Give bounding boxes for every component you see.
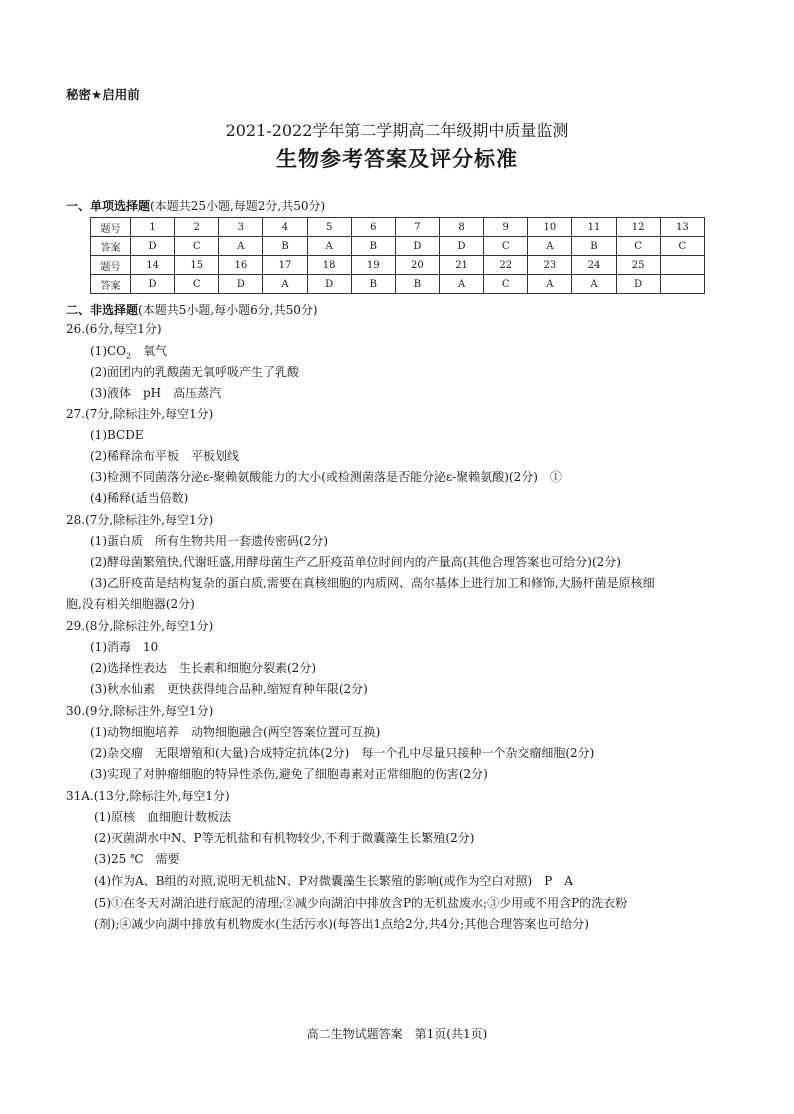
answer-table — [90, 217, 705, 294]
q30-answer-3: (3)实现了对肿瘤细胞的特异性杀伤,避免了细胞毒素对正常细胞的伤害(2分) — [90, 767, 488, 781]
q26-answer-1-sub: 2 — [126, 351, 132, 361]
answer-table-cell: 25 — [616, 256, 660, 275]
section1-title: 单项选择题 — [90, 199, 151, 213]
q26-answer-1b: 氧气 — [143, 344, 168, 358]
answer-table-cell: 3 — [219, 218, 263, 237]
answer-table-row-head: 答案 — [91, 237, 131, 256]
section2-note: (本题共5小题,每小题6分,共50分) — [138, 303, 318, 317]
answer-table-cell: D — [616, 275, 660, 294]
answer-table-cell: 16 — [219, 256, 263, 275]
q28-answer-3-cont: 胞,没有相关细胞器(2分) — [66, 597, 195, 611]
q28-answer-2: (2)酵母菌繁殖快,代谢旺盛,用酵母菌生产乙肝疫苗单位时间内的产量高(其他合理答案也可给分)(2分) — [90, 555, 621, 569]
q28-answer-3: (3)乙肝疫苗是结构复杂的蛋白质,需要在真核细胞的内质网、高尔基体上进行加工和修饰,大肠杆菌是原核细 — [90, 576, 655, 590]
q26-answer-2: (2)面团内的乳酸菌无氧呼吸产生了乳酸 — [90, 365, 299, 379]
page-footer: 高二生物试题答案 第1页(共1页) — [306, 1027, 488, 1041]
answer-table-cell: 10 — [528, 218, 572, 237]
answer-table-cell: B — [395, 275, 439, 294]
answer-table-cell: C — [175, 275, 219, 294]
q31-answer-2: (2)灭菌湖水中N、P等无机盐和有机物较少,不利于微囊藻生长繁殖(2分) — [94, 831, 475, 845]
q27-answer-4: (4)稀释(适当倍数) — [90, 491, 189, 505]
answer-table-cell: B — [263, 237, 307, 256]
section2-label: 二、 — [66, 303, 91, 317]
answer-table-cell: 18 — [307, 256, 351, 275]
answer-table-cell: A — [528, 275, 572, 294]
answer-table-row — [91, 256, 705, 275]
answer-table-cell: 20 — [395, 256, 439, 275]
section1-note: (本题共25小题,每题2分,共50分) — [150, 199, 326, 213]
answer-table-cell: 11 — [572, 218, 616, 237]
q30-answer-2: (2)杂交瘤 无限增殖和(大量)合成特定抗体(2分) 每一个孔中尽量只接种一个杂交瘤细胞(2分) — [90, 746, 595, 760]
answer-table-cell: D — [131, 275, 175, 294]
doc-title: 生物参考答案及评分标准 — [276, 147, 518, 171]
answer-table-cell: B — [572, 237, 616, 256]
answer-table-row — [91, 218, 705, 237]
q31-answer-4: (4)作为A、B组的对照,说明无机盐N、P对微囊藻生长繁殖的影响(或作为空白对照) P A — [94, 874, 573, 888]
exam-title: 2021-2022学年第二学期高二年级期中质量监测 — [225, 121, 569, 140]
q29-heading: 29.(8分,除标注外,每空1分) — [66, 619, 214, 633]
answer-table-cell: A — [263, 275, 307, 294]
answer-table-cell: 5 — [307, 218, 351, 237]
q26-answer-1a: (1)CO — [90, 344, 127, 358]
answer-table-row — [91, 275, 705, 294]
answer-table-cell: 14 — [131, 256, 175, 275]
answer-table-cell: 6 — [351, 218, 395, 237]
q31-answer-3: (3)25 ℃ 需要 — [94, 852, 180, 866]
answer-table-row-head: 题号 — [91, 218, 131, 237]
answer-table-cell: D — [395, 237, 439, 256]
q31-answer-1: (1)原核 血细胞计数板法 — [94, 810, 231, 824]
answer-table-cell: 22 — [484, 256, 528, 275]
q27-heading: 27.(7分,除标注外,每空1分) — [66, 407, 214, 421]
section2-title: 非选择题 — [90, 303, 139, 317]
q29-answer-3: (3)秋水仙素 更快获得纯合品种,缩短育种年限(2分) — [90, 682, 368, 696]
answer-table-cell — [660, 275, 704, 294]
answer-table-cell: 21 — [439, 256, 483, 275]
answer-table-cell: 23 — [528, 256, 572, 275]
answer-table-cell: D — [131, 237, 175, 256]
answer-table-cell: A — [307, 237, 351, 256]
answer-table-cell: C — [175, 237, 219, 256]
answer-table-cell: A — [439, 275, 483, 294]
q30-heading: 30.(9分,除标注外,每空1分) — [66, 704, 214, 718]
q29-answer-2: (2)选择性表达 生长素和细胞分裂素(2分) — [90, 661, 316, 675]
answer-table-cell: A — [572, 275, 616, 294]
answer-table-cell: 13 — [660, 218, 704, 237]
answer-table-cell: C — [616, 237, 660, 256]
answer-table-cell: A — [528, 237, 572, 256]
answer-table-cell: B — [351, 237, 395, 256]
section1-heading — [66, 197, 325, 214]
q28-answer-1: (1)蛋白质 所有生物共用一套遗传密码(2分) — [90, 534, 328, 548]
answer-table-cell: 2 — [175, 218, 219, 237]
answer-table-cell: 12 — [616, 218, 660, 237]
q31-heading: 31A.(13分,除标注外,每空1分) — [66, 789, 230, 803]
q29-answer-1: (1)消毒 10 — [90, 640, 159, 654]
answer-table-row — [91, 237, 705, 256]
answer-table-cell: 17 — [263, 256, 307, 275]
q27-answer-3: (3)检测不同菌落分泌ε-聚赖氨酸能力的大小(或检测菌落是否能分泌ε-聚赖氨酸)(2分) ① — [90, 470, 562, 484]
answer-table-cell: B — [351, 275, 395, 294]
answer-table-row-head: 答案 — [91, 275, 131, 294]
q27-answer-2: (2)稀释涂布平板 平板划线 — [90, 449, 239, 463]
answer-table-cell: C — [484, 275, 528, 294]
answer-table-cell: D — [439, 237, 483, 256]
answer-table-cell: 15 — [175, 256, 219, 275]
answer-table-cell: A — [219, 237, 263, 256]
answer-table-cell: 1 — [131, 218, 175, 237]
answer-table-cell — [660, 256, 704, 275]
secret-label: 秘密★启用前 — [66, 87, 140, 102]
answer-table-cell: 8 — [439, 218, 483, 237]
answer-table-cell: D — [307, 275, 351, 294]
section2-heading — [66, 301, 318, 318]
answer-table-cell: C — [660, 237, 704, 256]
answer-table-cell: 7 — [395, 218, 439, 237]
answer-table-cell: 19 — [351, 256, 395, 275]
answer-table-cell: 9 — [484, 218, 528, 237]
section1-label: 一、 — [66, 199, 91, 213]
answer-table-cell: D — [219, 275, 263, 294]
q31-answer-5: (5)①在冬天对湖泊进行底泥的清理;②减少向湖泊中排放含P的无机盐废水;③少用或不用含P的洗衣粉 — [94, 896, 628, 910]
q28-heading: 28.(7分,除标注外,每空1分) — [66, 513, 214, 527]
answer-table-cell: 4 — [263, 218, 307, 237]
q30-answer-1: (1)动物细胞培养 动物细胞融合(两空答案位置可互换) — [90, 725, 381, 739]
answer-table-cell: C — [484, 237, 528, 256]
answer-table-cell: 24 — [572, 256, 616, 275]
answer-table-row-head: 题号 — [91, 256, 131, 275]
q31-answer-5-cont: (剂);④减少向湖中排放有机物废水(生活污水)(每答出1点给2分,共4分;其他合理答案也可给分) — [94, 917, 589, 931]
q27-answer-1: (1)BCDE — [90, 428, 144, 442]
q26-answer-1 — [90, 344, 167, 363]
q26-heading: 26.(6分,每空1分) — [66, 322, 162, 336]
q26-answer-3: (3)液体 pH 高压蒸汽 — [90, 386, 222, 400]
